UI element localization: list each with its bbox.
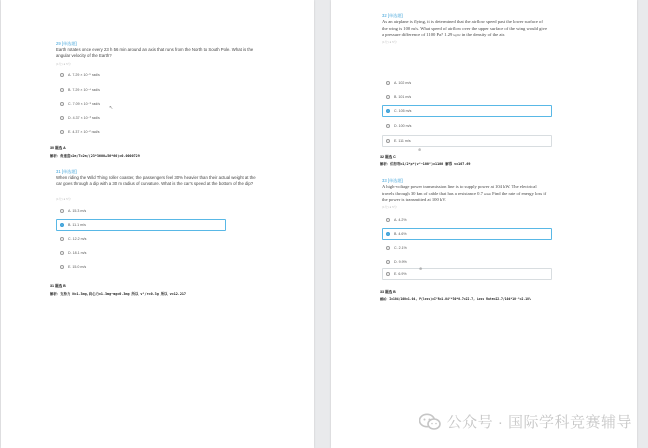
question-33-heading: 33 [单选题] xyxy=(382,178,403,183)
radio-icon xyxy=(60,237,64,241)
q33-option-a[interactable]: A. 4.2% xyxy=(382,214,552,226)
drag-handle-icon: ⊕ xyxy=(418,147,422,152)
question-31-text: When riding the Wild Thing roller coaster, the passengers feel 30% heavier than their actual weight at the car goes through a dip with a 30 m radius of curvature. What is the car's speed at the bottom of the dip? xyxy=(56,175,256,187)
question-32-meta: (1分) ● 5分 xyxy=(382,40,397,44)
mouse-cursor-icon: ↖ xyxy=(109,105,114,111)
q32-option-e[interactable]: E. 111 m/s xyxy=(382,135,552,147)
radio-icon xyxy=(60,73,64,77)
question-31-meta: (1分) ● 5分 xyxy=(56,197,71,201)
question-33-meta: (1分) ● 5分 xyxy=(382,205,397,209)
document-page-right xyxy=(331,0,637,448)
question-32-explanation: 解析：伯努利=1/2*ρ*(v²−100²)=1100 解得 v=107.69 xyxy=(380,162,471,166)
question-29-explanation: 解析：角速度=2π/T=2π/(23*3600+56*60)=0.0000729 xyxy=(50,154,140,158)
radio-icon xyxy=(60,116,64,120)
wechat-watermark xyxy=(419,411,632,432)
drag-handle-icon: ⊕ xyxy=(419,266,423,271)
q31-option-c[interactable]: C. 12.2 m/s xyxy=(56,233,226,245)
radio-icon xyxy=(386,246,390,250)
radio-icon xyxy=(386,95,390,99)
q29-option-a[interactable]: A. 7.29 × 10⁻⁵ rad/s xyxy=(56,69,226,81)
question-31-answer: 31 题选 B xyxy=(50,284,66,288)
q32-option-a[interactable]: A. 102 m/s xyxy=(382,77,552,89)
radio-icon xyxy=(386,139,390,143)
q29-option-e[interactable]: E. 4.37 × 10⁻² rad/s xyxy=(56,126,226,138)
radio-icon xyxy=(386,81,390,85)
radio-icon xyxy=(60,223,64,227)
wechat-logo-icon xyxy=(419,413,441,431)
question-29-text: Earth rotates once every 23 h 56 min around an axis that runs from the North to South Pole. What is the angular velocity of the Earth? xyxy=(56,47,254,59)
question-29-meta: (1分) ● 5分 xyxy=(56,62,71,66)
question-32-heading: 32 [单选题] xyxy=(382,13,403,18)
q32-option-c[interactable]: C. 105 m/s xyxy=(382,105,552,117)
radio-icon xyxy=(386,109,390,113)
radio-icon xyxy=(60,102,64,106)
q33-option-b[interactable]: B. 4.6% xyxy=(382,228,552,240)
q32-option-d[interactable]: D. 100 m/s xyxy=(382,120,552,132)
q33-option-c[interactable]: C. 2.1% xyxy=(382,242,552,254)
q33-option-d[interactable]: D. 9.9% xyxy=(382,256,552,268)
q31-option-e[interactable]: E. 15.0 m/s xyxy=(56,261,226,273)
question-29-heading: 29 [单选题] xyxy=(56,41,77,46)
question-29-answer: 30 题选 A xyxy=(50,146,66,150)
q31-option-b[interactable]: B. 11.1 m/s xyxy=(56,219,226,231)
q29-option-b[interactable]: B. 7.29 × 10⁻⁴ rad/s xyxy=(56,84,226,96)
document-page-left xyxy=(1,0,314,448)
question-32-answer: 32 题选 C xyxy=(380,155,396,159)
q32-option-b[interactable]: B. 101 m/s xyxy=(382,91,552,103)
q29-option-c[interactable]: C. 7.09 × 10⁻⁵ rad/s xyxy=(56,98,226,110)
radio-icon xyxy=(60,130,64,134)
question-33-explanation: 解析：I=104/100=1.04, P(loss)=I²R=1.04²*30*0.7=22.7, Loss Rate=22.7/104*10⁻³=2.18% xyxy=(380,297,531,301)
radio-icon xyxy=(60,209,64,213)
question-33-text: A high-voltage power transmission line is to supply power at 104 kW. The electrical travels through 30 km of cable that has a resistance 0.7 Ω/km Find the rate of energy loss if the power is transmitted at 100 kV. xyxy=(382,184,547,203)
radio-icon xyxy=(386,218,390,222)
q31-option-a[interactable]: A. 15.3 m/s xyxy=(56,205,226,217)
question-33-answer: 33 题选 B xyxy=(380,290,396,294)
question-32-text: As an airplane is flying, it is determined that the airflow speed past the lower surface of the wing is 100 m/s. What speed of airflow over the upper surface of the wing would give a pressure difference of 1100 Pa? 1.29 kg/m³ in the density of the air. xyxy=(382,19,547,38)
radio-icon xyxy=(60,265,64,269)
question-31-explanation: 解析：支持力 N=1.3mg,向心力=1.3mg−mg=0.3mg 所以 v²/r=0.3g 所以 v=12.217 xyxy=(50,292,186,296)
q33-option-e[interactable]: E. 6.9% xyxy=(382,268,552,280)
watermark-text: 公众号 · 国际学科竞赛辅导 xyxy=(446,414,632,431)
question-31-heading: 31 [单选题] xyxy=(56,169,77,174)
radio-icon xyxy=(386,124,390,128)
radio-icon xyxy=(386,232,390,236)
radio-icon xyxy=(60,88,64,92)
radio-icon xyxy=(386,272,390,276)
q29-option-d[interactable]: D. 4.37 × 10⁻³ rad/s xyxy=(56,112,226,124)
q31-option-d[interactable]: D. 18.1 m/s xyxy=(56,247,226,259)
radio-icon xyxy=(60,251,64,255)
radio-icon xyxy=(386,260,390,264)
